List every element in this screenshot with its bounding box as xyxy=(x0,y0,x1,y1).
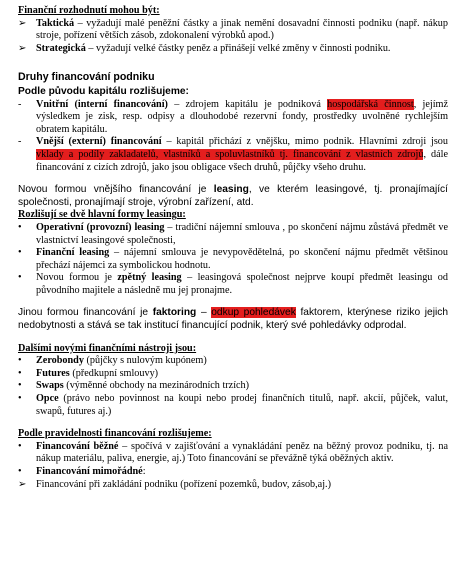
section-subtitle: Podle původu kapitálu rozlišujeme: xyxy=(18,85,189,97)
item-text: Financování při zakládání podniku (pořízení pozemků, budov, zásob,aj.) xyxy=(36,478,331,490)
para-text: Novou formou vnějšího financování je xyxy=(18,184,214,196)
highlight-text: hospodářská činnost xyxy=(327,98,414,110)
item-term: Taktická xyxy=(36,17,75,29)
item-term: Operativní (provozní) leasing xyxy=(36,221,165,233)
bullet-icon: • xyxy=(18,272,22,284)
list-item xyxy=(18,247,448,272)
item-term: Futures xyxy=(36,367,70,379)
arrow-bullet-icon: ➢ xyxy=(18,42,27,54)
item-text: – zdrojem kapitálu je podniková xyxy=(167,98,328,110)
item-text: , jejímž výsledkem je zisk, resp. odpisy a dlouhodobé rezervní fondy, prostředky uvolněné rychlejším obratem kapitálu. xyxy=(36,98,448,135)
list-item xyxy=(18,272,448,297)
item-pre: Novou formou je xyxy=(36,272,118,284)
bullet-icon: • xyxy=(18,393,22,405)
item-text: – tradiční nájemní smlouva , po skončení nájmu zůstává předmět ve vlastnictví leasingové společnosti, xyxy=(36,221,448,246)
list-item xyxy=(18,222,448,247)
item-term: Swaps xyxy=(36,380,64,392)
para-term: leasing xyxy=(213,184,249,196)
item-term: zpětný leasing xyxy=(117,272,182,284)
item-term: Opce xyxy=(36,393,59,405)
item-text: : xyxy=(142,466,146,477)
para-term: faktoring xyxy=(152,307,197,319)
bullet-icon: • xyxy=(18,466,22,477)
list-item xyxy=(18,99,448,137)
item-term: Financování mimořádné xyxy=(36,466,143,477)
bullet-icon: • xyxy=(18,380,22,392)
arrow-bullet-icon: ➢ xyxy=(18,17,27,29)
item-term: Vnitřní (interní financování) xyxy=(36,98,168,110)
item-text: – vyžadují malé peněžní částky a jinak nemění dosavadní činnosti podniku (např. nákup stroje, pořízení větších zásob, zdokonalení výrobků apod.) xyxy=(36,17,448,42)
factoring-paragraph xyxy=(18,307,448,332)
para-text: , ve kterém leasingové, tj. pronajímající společnosti, pronajímají stroje, výrobní zařízení, atd. xyxy=(18,184,448,208)
list-item xyxy=(18,136,448,174)
highlight-text: odkup pohledávek xyxy=(211,307,296,319)
list-item xyxy=(18,466,448,479)
item-term: Strategická xyxy=(36,42,86,54)
item-term: Financování běžné xyxy=(36,440,119,452)
item-text: (půjčky s nulovým kupónem) xyxy=(83,355,207,367)
bullet-icon: • xyxy=(18,440,22,452)
bullet-icon: • xyxy=(18,367,22,379)
leasing-forms-heading: Rozlišují se dvě hlavní formy leasingu: xyxy=(18,209,186,221)
bullet-icon: • xyxy=(18,221,22,233)
item-text: – spočívá v zajišťování a vynakládání peněz na běžný provoz podniku, tj. na nákup materiálu, paliva, energie, aj.) Toto financování se převážně týká oběžných aktiv. xyxy=(36,440,448,465)
list-item xyxy=(18,479,448,492)
bullet-icon: • xyxy=(18,247,22,259)
regularity-heading: Podle pravidelnosti financování rozlišujeme: xyxy=(18,428,212,440)
bullet-icon: • xyxy=(18,355,22,367)
leasing-paragraph xyxy=(18,184,448,209)
para-text: – xyxy=(196,307,212,319)
item-text: (právo nebo povinnost na koupi nebo prodej finančních titulů, např. akcií, půjček, valut, swapů, futures aj.) xyxy=(36,393,448,417)
item-text: (předkupní smlouvy) xyxy=(69,367,159,379)
dash-bullet-icon: - xyxy=(18,98,22,110)
para-text: faktorem, kterýnese riziko jejich nedobytnosti a stává se tak institucí financující podnik, který své pohledávky odprodal. xyxy=(18,307,449,332)
list-item xyxy=(18,355,448,368)
instruments-heading: Dalšími novými finančními nástroji jsou: xyxy=(18,342,197,354)
decisions-heading: Finanční rozhodnutí mohou být: xyxy=(18,5,160,16)
item-text: – nájemní smlouva je nevypovědětelná, po skončení nájmu předmět většinou přechází nájemci za symbolickou hodnotu. xyxy=(36,247,448,271)
item-text: – vyžadují velké částky peněz a přinášejí velké změny v činnosti podniku. xyxy=(85,42,391,54)
dash-bullet-icon: - xyxy=(18,136,22,148)
item-text: , dále financování z cizích zdrojů, jako jsou obligace všech druhů, půjčky všeho druhu. xyxy=(36,148,449,173)
list-item xyxy=(18,441,448,466)
item-term: Zerobondy xyxy=(36,355,84,367)
list-item xyxy=(18,43,448,56)
section-title: Druhy financování podniku xyxy=(18,71,155,84)
list-item xyxy=(18,380,448,393)
item-text: – leasingová společnost nejprve koupí předmět leasingu od původního majitele a následně mu jej pronajme. xyxy=(36,272,448,296)
item-text: (výměnné obchody na mezinárodních trzích) xyxy=(63,380,250,392)
arrow-bullet-icon: ➢ xyxy=(18,478,27,490)
list-item xyxy=(18,18,448,43)
list-item xyxy=(18,368,448,381)
item-text: – kapitál přichází z vnějšku, mimo podnik. Hlavními zdroji jsou xyxy=(161,136,448,148)
item-term: Vnější (externí) financování xyxy=(36,136,162,148)
highlight-text: vklady a podíly zakladatelů, vlastníků a spoluvlastníků tj. financování z vlastních zdrojů xyxy=(36,148,424,160)
item-term: Finanční leasing xyxy=(36,247,110,259)
list-item xyxy=(18,393,448,418)
para-text: Jinou formou financování je xyxy=(18,307,153,319)
